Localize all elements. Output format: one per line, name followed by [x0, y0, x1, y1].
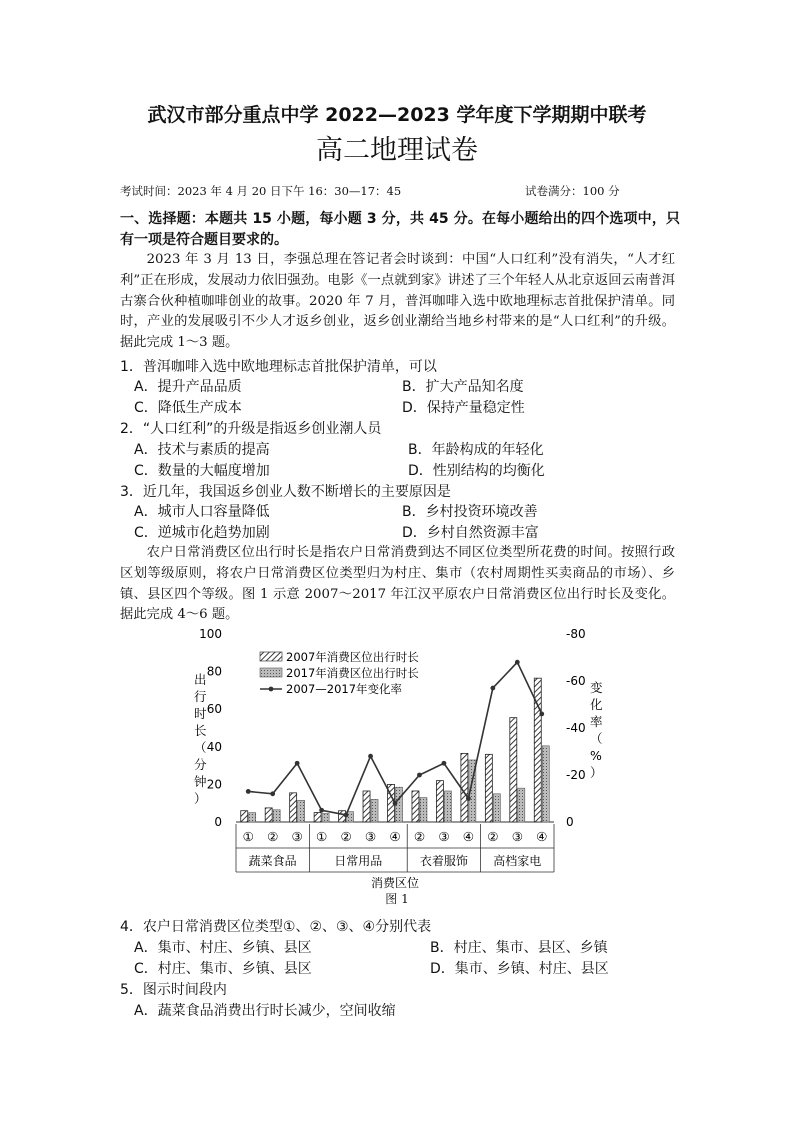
question-1: 1．普洱咖啡入选中欧地理标志首批保护清单，可以	[120, 359, 437, 375]
bar-2017	[493, 794, 500, 822]
full-score: 试卷满分：100 分	[525, 184, 620, 198]
category-label: ②	[413, 829, 426, 844]
change-rate-point	[368, 754, 373, 759]
q4-option-b: B．村庄、集市、县区、乡镇	[430, 940, 608, 956]
group-label: 日常用品	[334, 854, 383, 868]
q1-option-a: A．提升产品品质	[134, 379, 242, 395]
legend-label-rate: 2007—2017年变化率	[286, 682, 403, 696]
change-rate-point	[539, 712, 544, 717]
category-label: ③	[291, 829, 303, 844]
left-tick-label: 80	[206, 664, 222, 679]
change-rate-point	[442, 761, 447, 766]
legend-swatch-2007	[260, 652, 282, 661]
bar-2007	[363, 791, 370, 822]
bar-2007	[510, 718, 517, 822]
q1-option-d: D．保持产量稳定性	[402, 400, 525, 416]
category-label: ①	[316, 829, 328, 844]
change-rate-point	[295, 761, 300, 766]
right-tick-label: 0	[566, 815, 574, 829]
group-label: 衣着服饰	[419, 854, 468, 868]
q2-option-c: C．数量的大幅度增加	[134, 463, 270, 479]
passage-2: 农户日常消费区位出行时长是指农户日常消费到达不同区位类型所花费的时间。按照行政区划等级原则，将农户日常消费区位类型归为村庄、集市（农村周期性买卖商品的市场）、乡镇、县区四个等级。图 1 示意 2007～2017 年江汉平原农户日常消费区位出行时长及变化。据此完成 4～6 题。	[120, 545, 675, 623]
change-rate-point	[319, 808, 324, 813]
section-heading: 一、选择题：本题共 15 小题，每小题 3 分，共 45 分。在每小题给出的四个选项中，只有一项是符合题目要求的。	[120, 211, 680, 248]
figure-1-chart	[180, 622, 620, 920]
bar-2007	[290, 793, 297, 822]
x-axis-label: 消费区位	[370, 876, 420, 890]
bar-2007	[461, 753, 468, 822]
category-label: ③	[511, 829, 523, 844]
change-rate-point	[246, 789, 251, 794]
left-axis-label: 出行时长（分钟）	[194, 672, 207, 806]
category-label: ③	[364, 829, 377, 844]
left-tick-label: 100	[199, 627, 222, 641]
left-tick-label: 20	[206, 777, 222, 792]
bar-2007	[412, 791, 419, 822]
legend-line-dot	[269, 687, 274, 692]
bar-2017	[249, 813, 256, 822]
passage-1: 2023 年 3 月 13 日，李强总理在答记者会时谈到：中国“人口红利”没有消失，“人才红利”正在形成，发展动力依旧强劲。电影《一点就到家》讲述了三个年轻人从北京返回云南普洱古寨合伙种植咖啡创业的故事。2020 年 7 月，普洱咖啡入选中欧地理标志首批保护清单。同时，产业的发展吸引不少人才返乡创业，返乡创业潮给当地乡村带来的是“人口红利”的升级。据此完成 1～3 题。	[120, 252, 675, 351]
exam-time: 考试时间：2023 年 4 月 20 日下午 16：30—17：45	[120, 184, 402, 198]
school-title: 武汉市部分重点中学 2022—2023 学年度下学期期中联考	[147, 104, 647, 126]
question-2: 2．“人口红利”的升级是指返乡创业潮人员	[120, 421, 382, 437]
change-rate-point	[344, 813, 349, 818]
bar-2017	[371, 799, 378, 822]
bar-2007	[436, 781, 443, 822]
category-label: ②	[487, 829, 499, 844]
category-label: ④	[462, 829, 474, 844]
bar-2017	[542, 746, 549, 822]
subject-title: 高二地理试卷	[316, 135, 478, 166]
bar-2007	[485, 754, 492, 822]
change-rate-point	[417, 773, 422, 778]
group-label: 蔬菜食品	[248, 854, 297, 868]
group-label: 高档家电	[493, 854, 542, 868]
bar-2007	[314, 813, 321, 822]
left-tick-label: 40	[206, 739, 222, 754]
q2-option-b: B．年龄构成的年轻化	[408, 442, 544, 458]
q2-option-a: A．技术与素质的提高	[134, 442, 270, 458]
left-tick-label: 60	[206, 702, 222, 717]
left-tick-label: 0	[214, 815, 222, 829]
category-label: ④	[389, 829, 401, 844]
change-rate-point	[393, 801, 398, 806]
bar-2017	[322, 814, 329, 822]
right-tick-label: -40	[566, 721, 586, 735]
q4-option-d: D．集市、乡镇、村庄、县区	[430, 961, 609, 977]
q5-option-a: A．蔬菜食品消费出行时长减少，空间收缩	[134, 1003, 396, 1019]
legend-label-2017: 2017年消费区位出行时长	[286, 666, 419, 680]
q4-option-c: C．村庄、集市、乡镇、县区	[134, 961, 312, 977]
figure-caption: 图 1	[385, 892, 409, 906]
category-label: ④	[536, 829, 548, 844]
bar-2007	[241, 811, 248, 822]
change-rate-point	[490, 686, 495, 691]
bar-2017	[298, 800, 305, 822]
right-tick-label: -20	[566, 768, 586, 782]
category-label: ②	[340, 829, 352, 844]
q3-option-b: B．乡村投资环境改善	[402, 504, 538, 520]
q3-option-d: D．乡村自然资源丰富	[402, 525, 539, 541]
right-tick-label: -80	[566, 627, 586, 641]
q1-option-b: B．扩大产品知名度	[402, 379, 524, 395]
bar-2017	[518, 788, 525, 822]
bar-2017	[420, 798, 427, 822]
change-rate-point	[515, 660, 520, 665]
change-rate-point	[466, 796, 471, 801]
q3-option-c: C．逆城市化趋势加剧	[134, 525, 270, 541]
right-tick-label: -60	[566, 674, 586, 688]
right-axis-label: 变化率（%）	[590, 680, 603, 780]
category-label: ③	[438, 829, 450, 844]
bar-2007	[265, 808, 272, 822]
q1-option-c: C．降低生产成本	[134, 400, 242, 416]
q3-option-a: A．城市人口容量降低	[134, 504, 270, 520]
legend-label-2007: 2007年消费区位出行时长	[286, 650, 419, 664]
category-label: ②	[267, 829, 279, 844]
change-rate-point	[270, 791, 275, 796]
question-4: 4．农户日常消费区位类型①、②、③、④分别代表	[120, 919, 432, 935]
question-3: 3．近几年，我国返乡创业人数不断增长的主要原因是	[120, 484, 451, 500]
bar-2017	[273, 810, 280, 822]
question-5: 5．图示时间段内	[120, 982, 227, 998]
q2-option-d: D．性别结构的均衡化	[408, 463, 545, 479]
category-label: ①	[242, 829, 254, 844]
bar-2017	[444, 791, 451, 822]
legend-swatch-2017	[260, 668, 282, 677]
q4-option-a: A．集市、村庄、乡镇、县区	[134, 940, 312, 956]
